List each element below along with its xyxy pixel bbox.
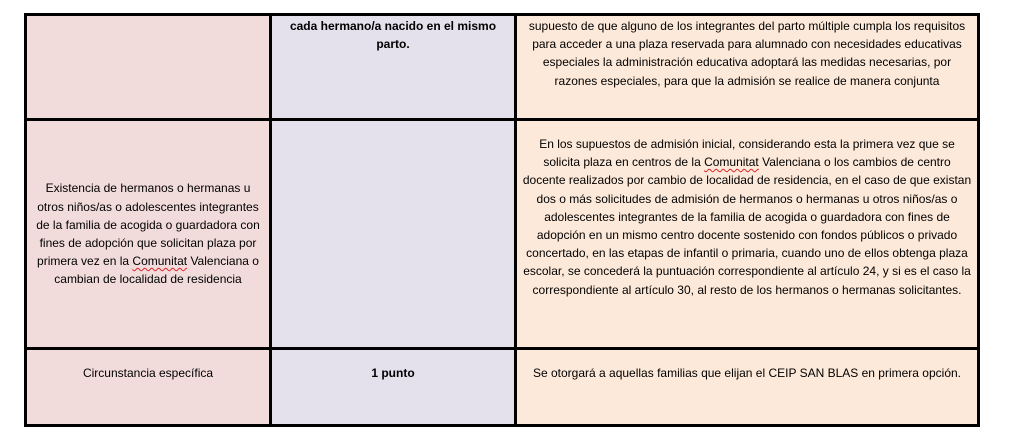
- spellcheck-flagged-word[interactable]: Comunitat: [704, 155, 759, 170]
- criterion-text: Existencia de hermanos o hermanas u otros niños/as o adolescentes integrantes de la familia de acogida o guardadora con fines de adopción que solicitan plaza por primera vez en la: [36, 181, 260, 269]
- table-row: [26, 15, 979, 120]
- details-cell: supuesto de que alguno de los integrantes del parto múltiple cumpla los requisitos para acceder a una plaza reservada para alumnado con necesidades educativas especiales la administración educativa adoptará las medidas necesarias, por razones especiales, para que la admisión se realice de manera conjunta: [516, 15, 979, 120]
- criterion-cell: Circunstancia específica: [26, 349, 271, 426]
- spellcheck-flagged-word[interactable]: Comunitat: [132, 254, 188, 269]
- details-text: En los supuestos de admisión inicial, considerando esta la primera vez que se solicita plaza en centros de la: [539, 137, 955, 170]
- criterion-cell: [26, 120, 271, 349]
- points-cell: 1 punto: [271, 349, 516, 426]
- details-text: Valenciana o los cambios de centro docente realizados por cambio de localidad de residencia, en el caso de que existan dos o más solicitudes de admisión de hermanos o hermanas u otros niños/as o adolescentes integrantes de la familia de acogida o guardadora con fines de adopción en un mismo centro docente sostenido con fondos públicos o privado concertado, en las etapas de infantil o primaria, cuando uno de ellos obtenga plaza escolar, se concederá la puntuación correspondiente al artículo 24, y si es el caso la correspondiente al artículo 30, al resto de los hermanos o hermanas solicitantes.: [522, 155, 972, 297]
- details-cell: [516, 120, 979, 349]
- points-cell: cada hermano/a nacido en el mismo parto.: [271, 15, 516, 120]
- table-row: [26, 349, 979, 426]
- admission-criteria-table: [24, 13, 980, 427]
- points-cell: [271, 120, 516, 349]
- criterion-cell: [26, 15, 271, 120]
- criterion-text: Valenciana o cambian de localidad de residencia: [54, 254, 259, 287]
- details-cell: Se otorgará a aquellas familias que elijan el CEIP SAN BLAS en primera opción.: [516, 349, 979, 426]
- table-row: [26, 120, 979, 349]
